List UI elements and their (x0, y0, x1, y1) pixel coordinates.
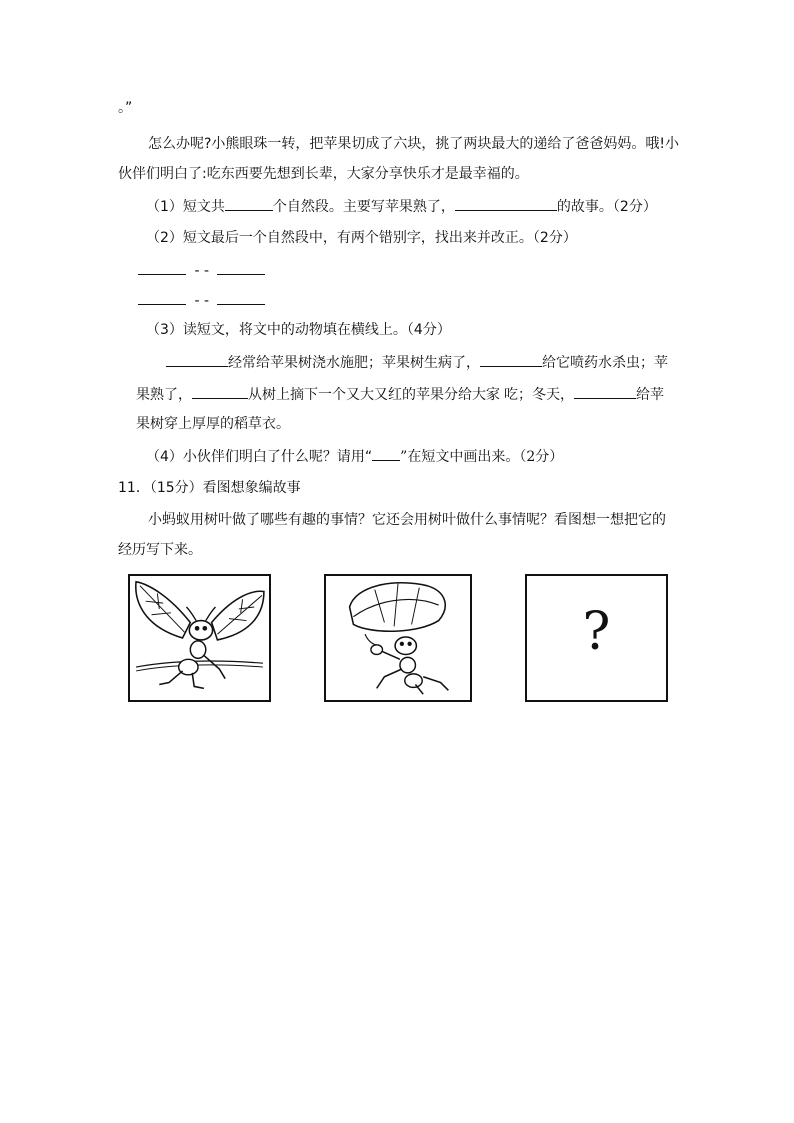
question-3-line-2 (136, 384, 664, 405)
typo-arrow-2: - - (194, 293, 210, 309)
question-4 (146, 446, 563, 467)
answer-blank-story-topic[interactable] (455, 196, 557, 211)
animal-blank-4[interactable] (574, 384, 636, 399)
typo-correction-row-1 (138, 260, 265, 281)
picture-panel-ant-with-leaf-wings (128, 574, 271, 702)
animal-blank-2[interactable] (480, 352, 542, 367)
typo-correction-row-2 (138, 290, 265, 311)
typo-wrong-blank-1[interactable] (138, 260, 186, 275)
question-4-part-a: （4）小伙伴们明白了什么呢？请用“ (146, 449, 373, 465)
question-3-text-2d: 给苹 (636, 387, 664, 403)
question-3-text-2c: 吃；冬天， (504, 387, 574, 403)
question-1-part-a: （1）短文共 (146, 199, 225, 215)
underline-sample (372, 446, 400, 461)
typo-arrow-1: - - (194, 263, 210, 279)
question-11-line-1: 小蚂蚁用树叶做了哪些有趣的事情？它还会用树叶做什么事情呢？看图想一想把它的 (148, 512, 666, 528)
question-4-part-b: ”在短文中画出来。（2分） (400, 449, 564, 465)
question-2: （2）短文最后一个自然段中，有两个错别字，找出来并改正。（2分） (146, 230, 577, 246)
story-paragraph-line-2: 伙伴们明白了:吃东西要先想到长辈，大家分享快乐才是最幸福的。 (118, 166, 529, 182)
story-paragraph-line-1: 怎么办呢?小熊眼珠一转，把苹果切成了六块，挑了两块最大的递给了爸爸妈妈。哦!小 (148, 136, 680, 152)
question-3-text-2a: 果熟了， (136, 387, 192, 403)
previous-paragraph-end: 。” (118, 100, 133, 116)
question-1-part-b: 个自然段。主要写苹果熟了， (272, 199, 455, 215)
animal-blank-1[interactable] (166, 352, 228, 367)
ant-wings-illustration (130, 576, 269, 700)
question-3-text-2b: 从树上摘下一个又大又红的苹果分给大家 (248, 387, 500, 403)
question-1 (146, 196, 657, 217)
question-3-line-3: 果树穿上厚厚的稻草衣。 (136, 416, 290, 432)
picture-panel-mystery (525, 574, 668, 702)
answer-blank-paragraph-count[interactable] (225, 196, 273, 211)
picture-panel-ant-with-leaf-umbrella (324, 574, 472, 702)
question-3-line-1 (166, 352, 668, 373)
question-1-part-c: 的故事。（2分） (556, 199, 657, 215)
question-3-text-1a: 经常给苹果树浇水施肥；苹果树生病了， (228, 355, 480, 371)
typo-correct-blank-1[interactable] (217, 260, 265, 275)
question-3-title: （3）读短文，将文中的动物填在横线上。（4分） (146, 322, 451, 338)
question-mark-icon: ? (582, 602, 611, 662)
question-11-line-2: 经历写下来。 (118, 542, 202, 558)
question-11-title: 11．（15分）看图想象编故事 (118, 480, 301, 496)
typo-wrong-blank-2[interactable] (138, 290, 186, 305)
animal-blank-3[interactable] (192, 384, 248, 399)
ant-umbrella-illustration (326, 576, 470, 700)
question-3-text-1b: 给它喷药水杀虫；苹 (542, 355, 668, 371)
typo-correct-blank-2[interactable] (217, 290, 265, 305)
